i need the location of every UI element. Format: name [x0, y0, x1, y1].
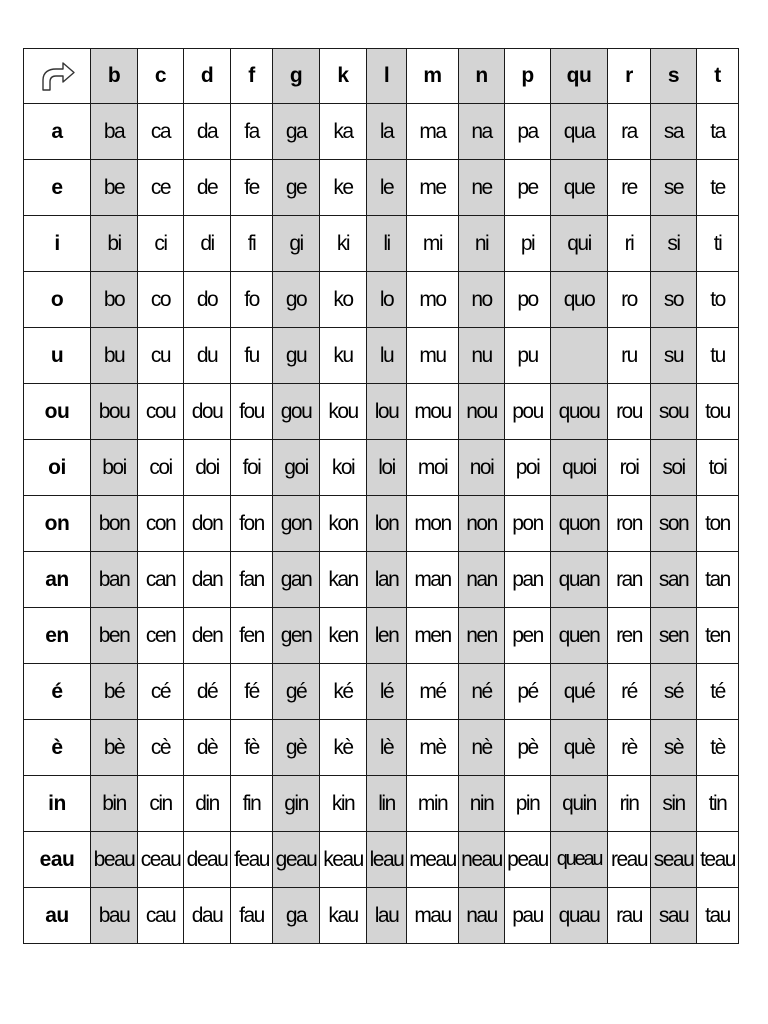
table-row — [24, 720, 739, 776]
syllable-cell: dé — [184, 664, 231, 720]
row-label: a — [24, 104, 91, 160]
syllable-cell: qui — [551, 216, 608, 272]
syllable-cell: co — [138, 272, 184, 328]
syllable-cell: tu — [697, 328, 739, 384]
syllable-cell: què — [551, 720, 608, 776]
column-header-n: n — [459, 49, 505, 104]
table-row — [24, 272, 739, 328]
column-header-f: f — [231, 49, 273, 104]
syllable-cell: man — [407, 552, 459, 608]
table-row — [24, 664, 739, 720]
syllable-cell: can — [138, 552, 184, 608]
syllable-cell: bou — [91, 384, 138, 440]
syllable-cell: gu — [273, 328, 320, 384]
syllable-cell: lin — [367, 776, 407, 832]
syllable-cell: ban — [91, 552, 138, 608]
syllable-cell: gan — [273, 552, 320, 608]
syllable-cell: kon — [320, 496, 367, 552]
syllable-cell: lon — [367, 496, 407, 552]
syllable-cell: fan — [231, 552, 273, 608]
syllable-cell: bon — [91, 496, 138, 552]
syllable-cell: mi — [407, 216, 459, 272]
syllable-cell: quon — [551, 496, 608, 552]
syllable-cell: ren — [608, 608, 651, 664]
syllable-cell: si — [651, 216, 697, 272]
syllable-cell: noi — [459, 440, 505, 496]
syllable-cell: boi — [91, 440, 138, 496]
syllable-cell: cu — [138, 328, 184, 384]
row-label: au — [24, 888, 91, 944]
syllable-cell: meau — [407, 832, 459, 888]
table-row — [24, 328, 739, 384]
table-row — [24, 776, 739, 832]
syllable-cell: ni — [459, 216, 505, 272]
syllable-cell: gen — [273, 608, 320, 664]
syllable-cell: tou — [697, 384, 739, 440]
syllable-cell: loi — [367, 440, 407, 496]
syllable-cell: fu — [231, 328, 273, 384]
column-header-r: r — [608, 49, 651, 104]
row-label: on — [24, 496, 91, 552]
syllable-cell: sé — [651, 664, 697, 720]
syllable-cell: neau — [459, 832, 505, 888]
syllable-cell: reau — [608, 832, 651, 888]
syllable-cell: da — [184, 104, 231, 160]
syllable-cell: bo — [91, 272, 138, 328]
syllable-cell: du — [184, 328, 231, 384]
corner-cell — [24, 49, 91, 104]
syllable-cell: teau — [697, 832, 739, 888]
syllable-cell: tau — [697, 888, 739, 944]
syllable-cell: keau — [320, 832, 367, 888]
syllable-cell: din — [184, 776, 231, 832]
syllable-cell: be — [91, 160, 138, 216]
syllable-cell: te — [697, 160, 739, 216]
syllable-cell: fè — [231, 720, 273, 776]
column-header-c: c — [138, 49, 184, 104]
syllable-cell: qué — [551, 664, 608, 720]
syllable-cell: ge — [273, 160, 320, 216]
syllable-cell: mau — [407, 888, 459, 944]
syllable-cell: sè — [651, 720, 697, 776]
syllable-cell: fé — [231, 664, 273, 720]
syllable-cell: nou — [459, 384, 505, 440]
syllable-cell: mu — [407, 328, 459, 384]
syllable-cell: ca — [138, 104, 184, 160]
syllable-cell: fou — [231, 384, 273, 440]
syllable-cell: sa — [651, 104, 697, 160]
syllable-cell: rin — [608, 776, 651, 832]
syllable-cell: sin — [651, 776, 697, 832]
row-label: o — [24, 272, 91, 328]
syllable-cell: gin — [273, 776, 320, 832]
syllable-cell: ro — [608, 272, 651, 328]
syllable-cell: di — [184, 216, 231, 272]
syllable-cell: quoi — [551, 440, 608, 496]
column-header-qu: qu — [551, 49, 608, 104]
syllable-cell: pé — [505, 664, 551, 720]
syllable-cell: non — [459, 496, 505, 552]
table-row — [24, 496, 739, 552]
syllable-cell: fa — [231, 104, 273, 160]
syllable-cell: fau — [231, 888, 273, 944]
syllable-cell — [551, 328, 608, 384]
syllable-cell: ri — [608, 216, 651, 272]
table-row — [24, 888, 739, 944]
syllable-cell: fin — [231, 776, 273, 832]
table-row — [24, 384, 739, 440]
syllable-cell: cen — [138, 608, 184, 664]
row-label: ou — [24, 384, 91, 440]
syllable-cell: mè — [407, 720, 459, 776]
syllable-cell: re — [608, 160, 651, 216]
syllable-table — [23, 48, 739, 944]
syllable-cell: len — [367, 608, 407, 664]
syllable-cell: ra — [608, 104, 651, 160]
column-header-g: g — [273, 49, 320, 104]
syllable-cell: me — [407, 160, 459, 216]
syllable-cell: son — [651, 496, 697, 552]
header-row — [24, 49, 739, 104]
syllable-cell: seau — [651, 832, 697, 888]
syllable-cell: quen — [551, 608, 608, 664]
syllable-cell: dou — [184, 384, 231, 440]
syllable-cell: bau — [91, 888, 138, 944]
syllable-cell: fo — [231, 272, 273, 328]
syllable-cell: ké — [320, 664, 367, 720]
syllable-cell: su — [651, 328, 697, 384]
syllable-cell: nu — [459, 328, 505, 384]
syllable-cell: ku — [320, 328, 367, 384]
syllable-cell: gou — [273, 384, 320, 440]
syllable-cell: men — [407, 608, 459, 664]
syllable-cell: cé — [138, 664, 184, 720]
syllable-cell: goi — [273, 440, 320, 496]
syllable-cell: ceau — [138, 832, 184, 888]
syllable-cell: ron — [608, 496, 651, 552]
syllable-cell: gon — [273, 496, 320, 552]
syllable-cell: lou — [367, 384, 407, 440]
syllable-cell: ré — [608, 664, 651, 720]
syllable-cell: koi — [320, 440, 367, 496]
syllable-cell: ce — [138, 160, 184, 216]
column-header-m: m — [407, 49, 459, 104]
syllable-cell: cau — [138, 888, 184, 944]
syllable-cell: ba — [91, 104, 138, 160]
syllable-cell: gé — [273, 664, 320, 720]
syllable-cell: kou — [320, 384, 367, 440]
row-label: in — [24, 776, 91, 832]
syllable-cell: pon — [505, 496, 551, 552]
syllable-cell: bé — [91, 664, 138, 720]
table-row — [24, 160, 739, 216]
syllable-cell: kin — [320, 776, 367, 832]
syllable-cell: ki — [320, 216, 367, 272]
syllable-cell: qua — [551, 104, 608, 160]
row-label: en — [24, 608, 91, 664]
syllable-cell: don — [184, 496, 231, 552]
syllable-cell: té — [697, 664, 739, 720]
syllable-cell: no — [459, 272, 505, 328]
syllable-cell: ke — [320, 160, 367, 216]
syllable-cell: pa — [505, 104, 551, 160]
syllable-cell: pou — [505, 384, 551, 440]
syllable-cell: lo — [367, 272, 407, 328]
syllable-cell: go — [273, 272, 320, 328]
syllable-cell: so — [651, 272, 697, 328]
syllable-cell: deau — [184, 832, 231, 888]
syllable-cell: ten — [697, 608, 739, 664]
syllable-cell: gè — [273, 720, 320, 776]
syllable-cell: mo — [407, 272, 459, 328]
syllable-cell: soi — [651, 440, 697, 496]
syllable-cell: dan — [184, 552, 231, 608]
syllable-cell: ga — [273, 888, 320, 944]
syllable-cell: pè — [505, 720, 551, 776]
syllable-cell: ka — [320, 104, 367, 160]
table-row — [24, 216, 739, 272]
syllable-cell: nan — [459, 552, 505, 608]
syllable-cell: ci — [138, 216, 184, 272]
syllable-cell: pe — [505, 160, 551, 216]
column-header-d: d — [184, 49, 231, 104]
syllable-cell: mou — [407, 384, 459, 440]
syllable-cell: dè — [184, 720, 231, 776]
syllable-cell: rè — [608, 720, 651, 776]
syllable-cell: cè — [138, 720, 184, 776]
syllable-cell: doi — [184, 440, 231, 496]
syllable-cell: pi — [505, 216, 551, 272]
syllable-cell: lu — [367, 328, 407, 384]
syllable-cell: tin — [697, 776, 739, 832]
row-label: an — [24, 552, 91, 608]
syllable-cell: roi — [608, 440, 651, 496]
syllable-cell: rau — [608, 888, 651, 944]
syllable-cell: pu — [505, 328, 551, 384]
row-label: e — [24, 160, 91, 216]
syllable-cell: ken — [320, 608, 367, 664]
syllable-cell: li — [367, 216, 407, 272]
table-row — [24, 832, 739, 888]
syllable-cell: bi — [91, 216, 138, 272]
syllable-cell: quau — [551, 888, 608, 944]
table-row — [24, 552, 739, 608]
syllable-cell: foi — [231, 440, 273, 496]
syllable-cell: bu — [91, 328, 138, 384]
syllable-cell: kè — [320, 720, 367, 776]
syllable-cell: lan — [367, 552, 407, 608]
column-header-p: p — [505, 49, 551, 104]
syllable-cell: que — [551, 160, 608, 216]
syllable-cell: gi — [273, 216, 320, 272]
syllable-cell: lè — [367, 720, 407, 776]
column-header-t: t — [697, 49, 739, 104]
syllable-cell: queau — [551, 832, 608, 888]
syllable-cell: se — [651, 160, 697, 216]
syllable-cell: fe — [231, 160, 273, 216]
row-label: eau — [24, 832, 91, 888]
syllable-cell: ti — [697, 216, 739, 272]
row-label: oi — [24, 440, 91, 496]
syllable-cell: nè — [459, 720, 505, 776]
syllable-cell: pan — [505, 552, 551, 608]
syllable-cell: coi — [138, 440, 184, 496]
syllable-cell: dau — [184, 888, 231, 944]
syllable-cell: lau — [367, 888, 407, 944]
syllable-cell: po — [505, 272, 551, 328]
syllable-cell: toi — [697, 440, 739, 496]
column-header-k: k — [320, 49, 367, 104]
syllable-cell: kau — [320, 888, 367, 944]
syllable-cell: le — [367, 160, 407, 216]
column-header-b: b — [91, 49, 138, 104]
syllable-cell: bin — [91, 776, 138, 832]
syllable-cell: moi — [407, 440, 459, 496]
syllable-cell: poi — [505, 440, 551, 496]
syllable-cell: ta — [697, 104, 739, 160]
syllable-cell: lé — [367, 664, 407, 720]
syllable-cell: fon — [231, 496, 273, 552]
syllable-cell: ko — [320, 272, 367, 328]
syllable-cell: kan — [320, 552, 367, 608]
syllable-cell: sau — [651, 888, 697, 944]
syllable-cell: do — [184, 272, 231, 328]
syllable-cell: ne — [459, 160, 505, 216]
syllable-cell: nin — [459, 776, 505, 832]
syllable-cell: sen — [651, 608, 697, 664]
syllable-cell: fen — [231, 608, 273, 664]
syllable-cell: quou — [551, 384, 608, 440]
syllable-cell: rou — [608, 384, 651, 440]
table-body — [24, 49, 739, 944]
syllable-cell: ton — [697, 496, 739, 552]
syllable-cell: con — [138, 496, 184, 552]
syllable-cell: peau — [505, 832, 551, 888]
syllable-cell: cou — [138, 384, 184, 440]
column-header-s: s — [651, 49, 697, 104]
syllable-cell: mon — [407, 496, 459, 552]
syllable-cell: né — [459, 664, 505, 720]
row-label: i — [24, 216, 91, 272]
syllable-cell: na — [459, 104, 505, 160]
syllable-cell: nen — [459, 608, 505, 664]
syllable-cell: fi — [231, 216, 273, 272]
table-row — [24, 104, 739, 160]
syllable-cell: ben — [91, 608, 138, 664]
syllable-cell: min — [407, 776, 459, 832]
syllable-cell: cin — [138, 776, 184, 832]
syllable-cell: beau — [91, 832, 138, 888]
syllable-cell: tè — [697, 720, 739, 776]
syllable-cell: ran — [608, 552, 651, 608]
syllable-cell: geau — [273, 832, 320, 888]
syllable-cell: den — [184, 608, 231, 664]
turn-right-arrow-icon — [24, 60, 90, 92]
syllable-cell: pin — [505, 776, 551, 832]
syllable-cell: san — [651, 552, 697, 608]
row-label: é — [24, 664, 91, 720]
syllable-cell: pen — [505, 608, 551, 664]
syllable-cell: leau — [367, 832, 407, 888]
syllable-cell: ma — [407, 104, 459, 160]
syllable-cell: de — [184, 160, 231, 216]
syllable-cell: pau — [505, 888, 551, 944]
syllable-cell: to — [697, 272, 739, 328]
syllable-cell: feau — [231, 832, 273, 888]
column-header-l: l — [367, 49, 407, 104]
syllable-cell: mé — [407, 664, 459, 720]
syllable-cell: quan — [551, 552, 608, 608]
table-row — [24, 440, 739, 496]
syllable-cell: sou — [651, 384, 697, 440]
syllable-cell: ru — [608, 328, 651, 384]
syllable-cell: ga — [273, 104, 320, 160]
row-label: u — [24, 328, 91, 384]
syllable-cell: nau — [459, 888, 505, 944]
table-row — [24, 608, 739, 664]
syllable-cell: quo — [551, 272, 608, 328]
syllable-cell: tan — [697, 552, 739, 608]
syllable-cell: bè — [91, 720, 138, 776]
syllable-cell: la — [367, 104, 407, 160]
row-label: è — [24, 720, 91, 776]
syllable-cell: quin — [551, 776, 608, 832]
